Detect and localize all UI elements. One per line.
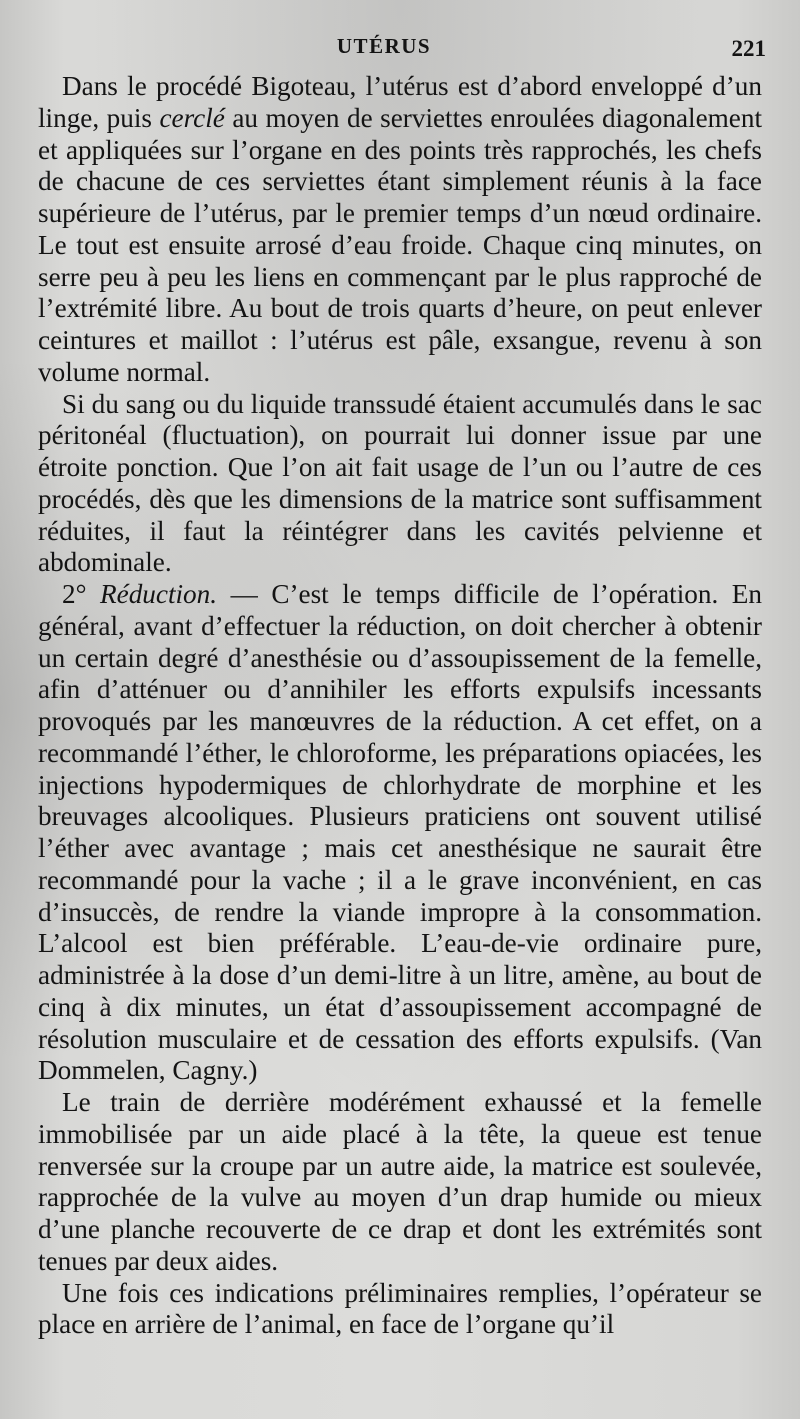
page-body [38,71,762,1341]
paragraph-text: 2° [62,579,101,609]
page-header [40,30,768,70]
section-heading-reduction: Réduction. [100,579,218,609]
paragraph-text: — C’est le temps difficile de l’opération. En général, avant d’effectuer la réduction, on doit chercher à obtenir un certain degré d’anesthésie ou d’assoupissement de la femelle, afin d’atténuer ou d’annihiler les efforts expulsifs incessants provoqués par les manœuvres de la réduction. A cet effet, on a recommandé l’éther, le chloroforme, les préparations opiacées, les injections hypodermiques de chlorhydrate de morphine et les breuvages alcooliques. Plusieurs praticiens ont souvent utilisé l’éther avec avantage ; mais cet anesthésique ne saurait être recommandé pour la vache ; il a le grave inconvénient, en cas d’insuccès, de rendre la viande impropre à la consommation. L’alcool est bien préférable. L’eau-de-vie ordinaire pure, administrée à la dose d’un demi-litre à un litre, amène, au bout de cinq à dix minutes, un état d’assoupissement accompagné de résolution musculaire et de cessation des efforts expulsifs. (Van Dommelen, Cagny.) [38,579,762,1086]
paragraph-hindquarters [38,1087,762,1278]
running-title: UTÉRUS [336,34,432,58]
paragraph-text: Une fois ces indications préliminaires remplies, l’opérateur se place en arrière de l’animal, en face de l’organe qu’il [38,1277,762,1340]
paragraph-text: au moyen de serviettes enroulées diagonalement et appliquées sur l’organe en des points très rapprochés, les chefs de chacune de ces serviettes étant simplement réunis à la face supérieure de l’utérus, par le premier temps d’un nœud ordinaire. Le tout est ensuite arrosé d’eau froide. Chaque cinq minutes, on serre peu à peu les liens en commençant par le plus rapproché de l’extrémité libre. Au bout de trois quarts d’heure, on peut enlever ceintures et maillot : l’utérus est pâle, exsangue, revenu à son volume normal. [38,102,763,387]
paragraph-operator-position [38,1278,762,1342]
page-number: 221 [731,36,766,61]
paragraph-reduction [38,579,762,1087]
paragraph-peritoneal-fluid [38,389,762,580]
paragraph-text: Dans le procédé Bigoteau, l’utérus est d’abord enveloppé d’un linge, puis [38,71,762,133]
paragraph-text: Si du sang ou du liquide transsudé étaient accumulés dans le sac péritonéal (fluctuation), on pourrait lui donner issue par une étroite ponction. Que l’on ait fait usage de l’un ou l’autre de ces procédés, dès que les dimensions de la matrice sont suffisamment réduites, il faut la réintégrer dans les cavités pelvienne et abdominale. [38,388,762,578]
emphasis-text: cerclé [159,102,225,133]
paragraph-text: Le train de derrière modérément exhaussé et la femelle immobilisée par un aide placé à la tête, la queue est tenue renversée sur la croupe par un autre aide, la matrice est soulevée, rapprochée de la vulve au moyen d’un drap humide ou mieux d’une planche recouverte de ce drap et dont les extrémités sont tenues par deux aides. [38,1087,762,1276]
paragraph-bigoteau-procedure [38,71,762,389]
